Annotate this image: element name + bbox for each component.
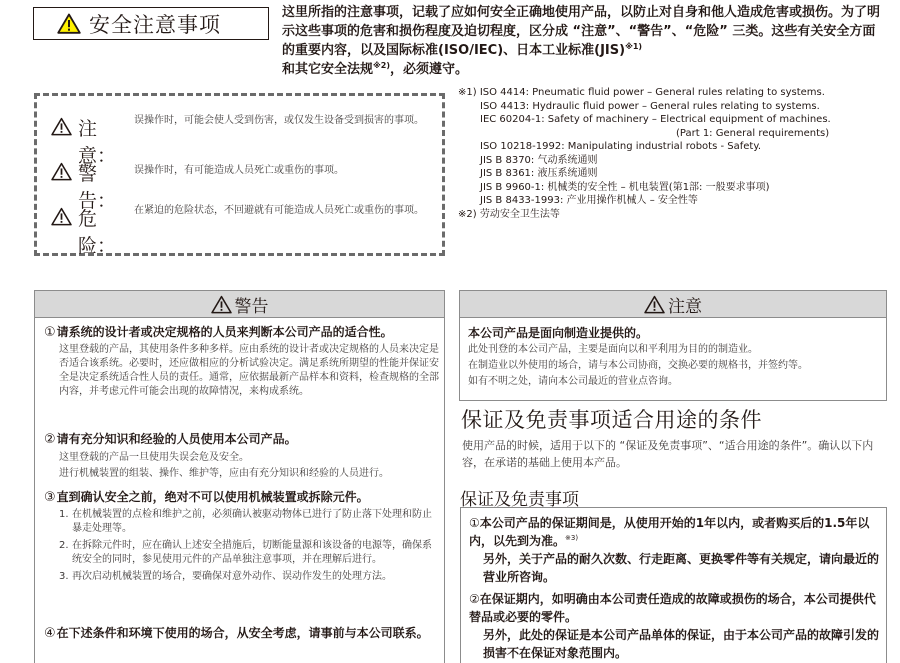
standard-line: JIS B 8370: 气动系统通则 <box>480 154 598 166</box>
sub-text: 在拆除元件时，应在确认上述安全措施后，切断能量源和该设备的电源等，确保系统安全的同时，参见使用元件的产品单独注意事项，并在理解后进行。 <box>72 540 432 565</box>
warning-item-1 <box>44 324 440 399</box>
warning-triangle-icon <box>57 13 81 34</box>
warranty-item-2 <box>469 590 879 662</box>
notice-panel-heading: 注意 <box>668 296 702 317</box>
notice-panel <box>459 290 887 401</box>
warning-panel-header <box>35 291 444 318</box>
intro-text-a: 这里所指的注意事项，记载了应如何安全正确地使用产品，以防止对自身和他人造成危害或损伤。为了明示这些事项的危害和损伤程度及迫切程度，区分成 “注意”、“警告”、“危险” 三类。这些有关安全方面的重要内容，以及国际标准(ISO/IEC)、日本工业标准(JIS) <box>282 5 881 58</box>
level-danger <box>51 204 434 258</box>
warranty-item-text: 在保证期内，如明确由本公司责任造成的故障或损伤的场合，本公司提供代替品或必要的零件。 <box>469 592 876 624</box>
warning-panel <box>34 290 445 663</box>
warning-triangle-icon <box>644 295 665 314</box>
item-title-text: 直到确认安全之前，绝对不可以使用机械装置或拆除元件。 <box>56 490 369 504</box>
item-number: ④ <box>44 626 56 641</box>
level-name: 注意： <box>78 118 117 167</box>
standard-line: IEC 60204-1: Safety of machinery – Electrical equipment of machines. <box>480 114 831 125</box>
warning-item-title <box>44 431 440 448</box>
warning-sub-item <box>44 570 440 584</box>
warning-item-title <box>44 489 440 506</box>
safety-title-box <box>33 7 269 40</box>
warning-triangle-icon <box>51 162 72 181</box>
intro-sup-1: ※1) <box>625 42 643 51</box>
item-title-text: 请有充分知识和经验的人员使用本公司产品。 <box>56 432 297 446</box>
warning-triangle-icon <box>211 295 232 314</box>
warning-item-title <box>44 625 440 642</box>
item-number: ① <box>44 325 56 340</box>
warning-item-3 <box>44 489 440 584</box>
warning-triangle-icon <box>51 207 72 226</box>
hazard-levels-box <box>34 93 445 256</box>
warranty-sup: ※3) <box>565 534 579 542</box>
standard-line: JIS B 9960-1: 机械类的安全性 – 机电装置(第1部: 一般要求事项) <box>480 181 770 193</box>
notice-line: 如有不明之处，请向本公司最近的营业点咨询。 <box>468 376 678 387</box>
standard-line: (Part 1: General requirements) <box>676 127 830 139</box>
standards-notes <box>458 86 888 221</box>
warning-item-4 <box>44 625 440 642</box>
warranty-item-note: 另外，此处的保证是本公司产品单体的保证，由于本公司产品的故障引发的损害不在保证对象范围内。 <box>483 628 880 660</box>
page-title: 安全注意事项 <box>89 12 221 37</box>
level-desc: 误操作时，可能会使人受到伤害，或仅发生设备受到损害的事项。 <box>134 115 424 126</box>
warning-sub-item <box>44 539 440 567</box>
warranty-subheading: 保证及免责事项 <box>460 490 579 510</box>
warning-item-body: 这里登载的产品一旦使用失误会危及安全。 <box>59 452 249 463</box>
warning-sub-item <box>44 508 440 536</box>
warranty-intro: 使用产品的时候，适用于以下的 “保证及免责事项”、“适合用途的条件”。确认以下内容，在承诺的基础上使用本产品。 <box>462 439 874 469</box>
warning-item-body: 进行机械装置的组装、操作、维护等，应由有充分知识和经验的人员进行。 <box>59 468 389 479</box>
notice-line: 此处刊登的本公司产品，主要是面向以和平利用为目的的制造业。 <box>468 344 758 355</box>
item-number: ② <box>44 432 56 447</box>
warranty-item-text: 本公司产品的保证期间是，从使用开始的1年以内，或者购买后的1.5年以内，以先到为准。 <box>469 516 870 548</box>
item-title-text: 在下述条件和环境下使用的场合，从安全考虑，请事前与本公司联系。 <box>56 626 429 640</box>
sub-number: 1. <box>59 509 69 520</box>
notice-line: 在制造业以外使用的场合，请与本公司协商，交换必要的规格书，并签约等。 <box>468 360 808 371</box>
item-number: ③ <box>44 490 56 505</box>
level-name: 警告： <box>78 163 117 212</box>
sub-text: 在机械装置的点检和维护之前，必须确认被驱动物体已进行了防止落下处理和防止暴走处理等。 <box>72 509 432 534</box>
level-desc: 在紧迫的危险状态，不回避就有可能造成人员死亡或重伤的事项。 <box>134 205 424 216</box>
sub-text: 再次启动机械装置的场合，要确保对意外动作、误动作发生的处理方法。 <box>72 571 392 582</box>
item-title-text: 请系统的设计者或决定规格的人员来判断本公司产品的适合性。 <box>56 325 393 339</box>
item-number: ② <box>469 592 480 606</box>
warranty-item-note: 另外，关于产品的耐久次数、行走距离、更换零件等有关规定，请向最近的营业所咨询。 <box>483 552 880 584</box>
notice-body <box>468 324 880 390</box>
standard-line: ISO 10218-1992: Manipulating industrial robots - Safety. <box>480 141 762 152</box>
notice-title: 本公司产品是面向制造业提供的。 <box>468 326 649 340</box>
warning-item-2 <box>44 431 440 482</box>
warning-item-title <box>44 324 440 341</box>
standard-line: ※1) ISO 4414: Pneumatic fluid power – General rules relating to systems. <box>458 87 825 98</box>
warranty-heading: 保证及免责事项适合用途的条件 <box>461 408 762 432</box>
level-name: 危险： <box>78 208 117 257</box>
intro-text-c: ，必须遵守。 <box>390 62 469 77</box>
sub-number: 3. <box>59 571 69 582</box>
level-desc: 误操作时，有可能造成人员死亡或重伤的事项。 <box>134 165 344 176</box>
intro-sup-2: ※2) <box>373 61 391 70</box>
warning-triangle-icon <box>51 117 72 136</box>
intro-paragraph <box>282 3 882 79</box>
standard-line: ISO 4413: Hydraulic fluid power – General rules relating to systems. <box>480 100 820 112</box>
warranty-box <box>460 507 887 663</box>
intro-text-b: 和其它安全法规 <box>282 62 374 77</box>
item-number: ① <box>469 516 480 530</box>
sub-number: 2. <box>59 540 69 551</box>
warning-panel-heading: 警告 <box>234 296 269 317</box>
standard-line: JIS B 8361: 液压系统通则 <box>480 168 598 179</box>
standard-line: JIS B 8433-1993: 产业用操作机械人 – 安全性等 <box>480 195 698 206</box>
warranty-item-1 <box>469 514 879 586</box>
standard-line: ※2) 劳动安全卫生法等 <box>458 208 560 220</box>
notice-panel-header <box>460 291 886 318</box>
warning-item-body: 这里登载的产品，其使用条件多种多样。应由系统的设计者或决定规格的人员来决定是否适合该系统。必要时，还应做相应的分析试验决定。满足系统所期望的性能并保证安全是决定系统适合性人员的责任。通常，应依据最新产品样本和资料，检查规格的全部内容，并考虑元件可能会出现的故障情况，来构成系统。 <box>59 344 439 397</box>
